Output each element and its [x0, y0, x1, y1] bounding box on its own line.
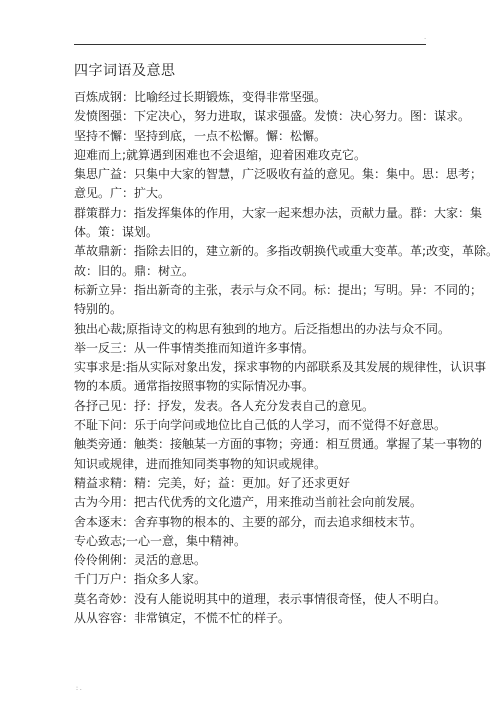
- text-line: 千门万户：指众多人家。: [74, 572, 207, 587]
- text-line: 故：旧的。鼎：树立。: [74, 263, 195, 278]
- document-body: [74, 88, 499, 628]
- text-line: 群策群力：指发挥集体的作用，大家一起来想办法，贡献力量。群：大家：集: [74, 205, 483, 220]
- text-line: 各抒己见：抒：抒发，发表。各人充分发表自己的意见。: [74, 398, 375, 413]
- text-line: 实事求是:指从实际对象出发，探求事物的内部联系及其发展的规律性，认识事: [74, 360, 487, 375]
- text-line: 伶伶俐俐：灵活的意思。: [74, 553, 207, 568]
- text-line: 体。策：谋划。: [74, 225, 159, 240]
- text-line: 舍本逐末：舍弃事物的根本的、主要的部分，而去追求细枝末节。: [74, 514, 423, 529]
- text-line: 独出心裁;原指诗文的构思有独到的地方。后泛指想出的办法与众不同。: [74, 321, 451, 336]
- header-rule: [74, 44, 426, 45]
- text-line: 发愤图强：下定决心，努力进取，谋求强盛。发愤：决心努力。图：谋求。: [74, 109, 471, 124]
- text-line: 集思广益：只集中大家的智慧，广泛吸收有益的意见。集：集中。思：思考；: [74, 167, 483, 182]
- text-line: 坚持不懈：坚持到底，一点不松懈。懈：松懈。: [74, 128, 327, 143]
- text-line: 触类旁通：触类：接触某一方面的事物；旁通：相互贯通。掌握了某一事物的: [74, 437, 483, 452]
- text-line: 百炼成钢：比喻经过长期锻炼，变得非常坚强。: [74, 90, 327, 104]
- text-line: 知识或规律，进而推知同类事物的知识或规律。: [74, 456, 327, 471]
- text-line: 古为今用：把古代优秀的文化遗产，用来推动当前社会向前发展。: [74, 495, 423, 510]
- text-line: 专心致志;一心一意，集中精神。: [74, 533, 247, 548]
- text-line: 迎难而上;就算遇到困难也不会退缩，迎着困难攻克它。: [74, 147, 367, 162]
- text-line: 莫名奇妙：没有人能说明其中的道理，表示事情很奇怪，使人不明白。: [74, 591, 447, 606]
- footer-mark: : .: [76, 685, 82, 692]
- text-line: 意见。广：扩大。: [74, 186, 171, 201]
- text-line: 精益求精：精：完美，好；益：更加。好了还求更好: [74, 475, 351, 490]
- text-line: 标新立异：指出新奇的主张，表示与众不同。标：提出；写明。异：不同的；: [74, 282, 483, 297]
- text-line: 特别的。: [74, 302, 123, 317]
- text-line: 革故鼎新：指除去旧的，建立新的。多指改朝换代或重大变革。革;改变，革除。: [74, 244, 499, 259]
- document-title: 四字词语及意思: [74, 63, 176, 79]
- text-line: 从从容容：非常镇定，不慌不忙的样子。: [74, 611, 291, 626]
- text-line: 不耻下问：乐于向学问或地位比自己低的人学习，而不觉得不好意思。: [74, 418, 447, 433]
- text-line: 物的本质。通常指按照事物的实际情况办事。: [74, 379, 315, 394]
- text-line: 举一反三：从一件事情类推而知道许多事情。: [74, 340, 315, 355]
- header-mark: .: [424, 34, 426, 41]
